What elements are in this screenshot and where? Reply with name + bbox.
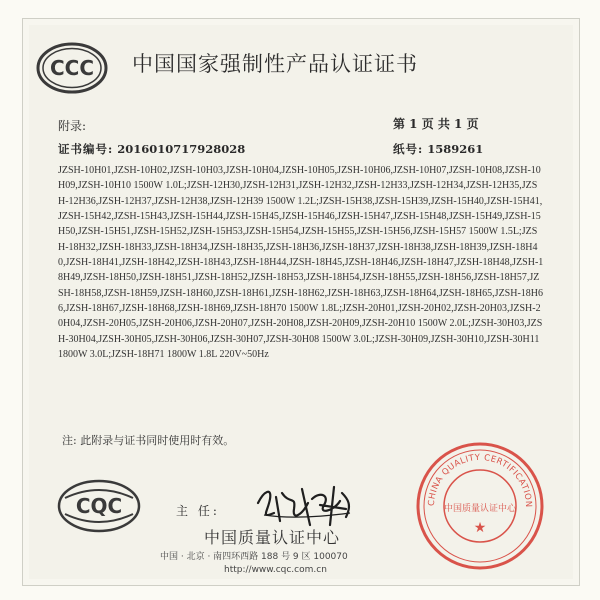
seal-outer-text: CHINA QUALITY CERTIFICATION bbox=[426, 452, 534, 508]
seal-inner-text: 中国质量认证中心 bbox=[443, 504, 517, 514]
validity-note: 注: 此附录与证书同时使用时有效。 bbox=[62, 434, 235, 447]
issuer-website: http://www.cqc.com.cn bbox=[224, 565, 327, 575]
paper-number: 1589261 bbox=[427, 142, 484, 156]
certificate-number-label: 证书编号: bbox=[58, 142, 114, 156]
certificate-number: 2016010717928028 bbox=[117, 142, 246, 156]
page-info: 第 1 页 共 1 页 bbox=[393, 117, 479, 131]
ccc-logo-icon bbox=[36, 42, 108, 94]
paper-number-label: 纸号: bbox=[393, 142, 424, 156]
official-seal bbox=[414, 440, 546, 572]
ccc-logo-text: CCC bbox=[49, 56, 95, 80]
appendix-label: 附录: bbox=[58, 119, 87, 133]
seal-star-icon: ★ bbox=[473, 520, 487, 536]
paper-number-row bbox=[393, 141, 483, 157]
certificate-number-row bbox=[58, 141, 245, 157]
model-list: JZSH-10H01,JZSH-10H02,JZSH-10H03,JZSH-10H04,JZSH-10H05,JZSH-10H06,JZSH-10H07,JZSH-10H08,JZSH-10H09,JZSH-10H10 1500W 1.0L;JZSH-12H30,JZSH-12H31,JZSH-12H32,JZSH-12H33,JZSH-12H34,JZSH-12H35,JZSH-12H36,JZSH-12H37,JZSH-12H38,JZSH-12H39 1500W 1.2L;JZSH-15H38,JZSH-15H39,JZSH-15H40,JZSH-15H41,JZSH-15H42,JZSH-15H43,JZSH-15H44,JZSH-15H45,JZSH-15H46,JZSH-15H47,JZSH-15H48,JZSH-15H49,JZSH-15H50,JZSH-15H51,JZSH-15H52,JZSH-15H53,JZSH-15H54,JZSH-15H55,JZSH-15H56,JZSH-15H57 1500W 1.5L;JZSH-18H32,JZSH-18H33,JZSH-18H34,JZSH-18H35,JZSH-18H36,JZSH-18H37,JZSH-18H38,JZSH-18H39,JZSH-18H40,JZSH-18H41,JZSH-18H42,JZSH-18H43,JZSH-18H44,JZSH-18H45,JZSH-18H46,JZSH-18H47,JZSH-18H48,JZSH-18H49,JZSH-18H50,JZSH-18H51,JZSH-18H52,JZSH-18H53,JZSH-18H54,JZSH-18H55,JZSH-18H56,JZSH-18H57,JZSH-18H58,JZSH-18H59,JZSH-18H60,JZSH-18H61,JZSH-18H62,JZSH-18H63,JZSH-18H64,JZSH-18H65,JZSH-18H66,JZSH-18H67,JZSH-18H68,JZSH-18H69,JZSH-18H70 1500W 1.8L;JZSH-20H01,JZSH-20H02,JZSH-20H03,JZSH-20H04,JZSH-20H05,JZSH-20H06,JZSH-20H07,JZSH-20H08,JZSH-20H09,JZSH-20H10 1500W 2.0L;JZSH-30H03,JZSH-30H04,JZSH-30H05,JZSH-30H06,JZSH-30H07,JZSH-30H08 1500W 3.0L;JZSH-30H09,JZSH-30H10,JZSH-30H11 1800W 3.0L;JZSH-18H71 1800W 1.8L 220V~50Hz bbox=[58, 165, 544, 361]
issuer-address: 中国 · 北京 · 南四环西路 188 号 9 区 100070 bbox=[160, 552, 348, 562]
cqc-logo-text: CQC bbox=[75, 494, 123, 518]
certificate-title: 中国国家强制性产品认证证书 bbox=[132, 52, 418, 76]
cqc-logo-icon bbox=[55, 478, 143, 534]
issuer-name: 中国质量认证中心 bbox=[204, 528, 341, 547]
director-label: 主 任: bbox=[176, 504, 220, 518]
